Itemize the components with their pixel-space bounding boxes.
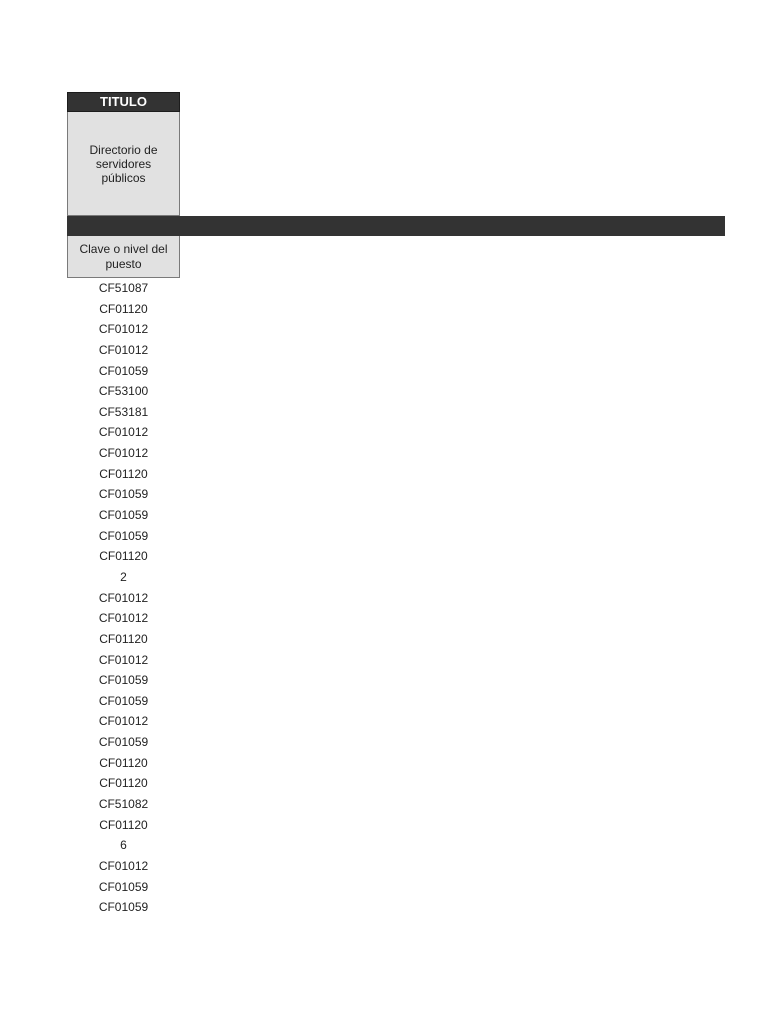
table-row: CF01012	[98, 714, 149, 729]
clave-column	[67, 278, 180, 918]
table-row: CF51082	[98, 797, 149, 812]
table-row: CF01012	[98, 342, 149, 357]
table-row: CF01120	[99, 466, 148, 481]
table-row: CF01120	[99, 817, 148, 832]
table-row: CF01059	[98, 693, 149, 708]
column-header-clave	[67, 236, 180, 278]
table-row: CF01059	[98, 363, 149, 378]
table-row: CF01012	[98, 322, 149, 337]
table-row: CF01120	[99, 755, 148, 770]
table-row: CF01059	[98, 735, 149, 750]
table-row: 2	[120, 569, 127, 584]
title-header: TITULO	[67, 92, 180, 112]
table-row: CF01120	[99, 631, 148, 646]
table-row: CF51087	[98, 281, 149, 295]
table-row: CF01012	[98, 611, 149, 626]
table-row: CF01012	[98, 446, 149, 461]
table-row: 6	[120, 838, 127, 853]
table-row: CF01059	[98, 487, 149, 502]
table-row: CF01059	[98, 508, 149, 523]
table-row: CF01012	[98, 425, 149, 440]
table-row: CF01059	[98, 528, 149, 543]
table-row: CF01120	[99, 301, 148, 316]
table-row: CF53100	[98, 384, 149, 399]
table-row: CF01059	[98, 900, 149, 915]
table-row: CF01012	[98, 652, 149, 667]
header-band	[67, 216, 725, 236]
table-row: CF53181	[98, 404, 149, 419]
title-value-cell	[67, 112, 180, 216]
table-row: CF01012	[98, 858, 149, 873]
title-value: Directorio de servidores públicos	[89, 142, 158, 185]
table-row: CF01120	[99, 549, 148, 564]
table-row: CF01059	[98, 673, 149, 688]
column-header-label: Clave o nivel del puesto	[79, 241, 168, 271]
table-row: CF01059	[98, 879, 149, 894]
table-row: CF01012	[98, 590, 149, 605]
table-row: CF01120	[99, 776, 148, 791]
